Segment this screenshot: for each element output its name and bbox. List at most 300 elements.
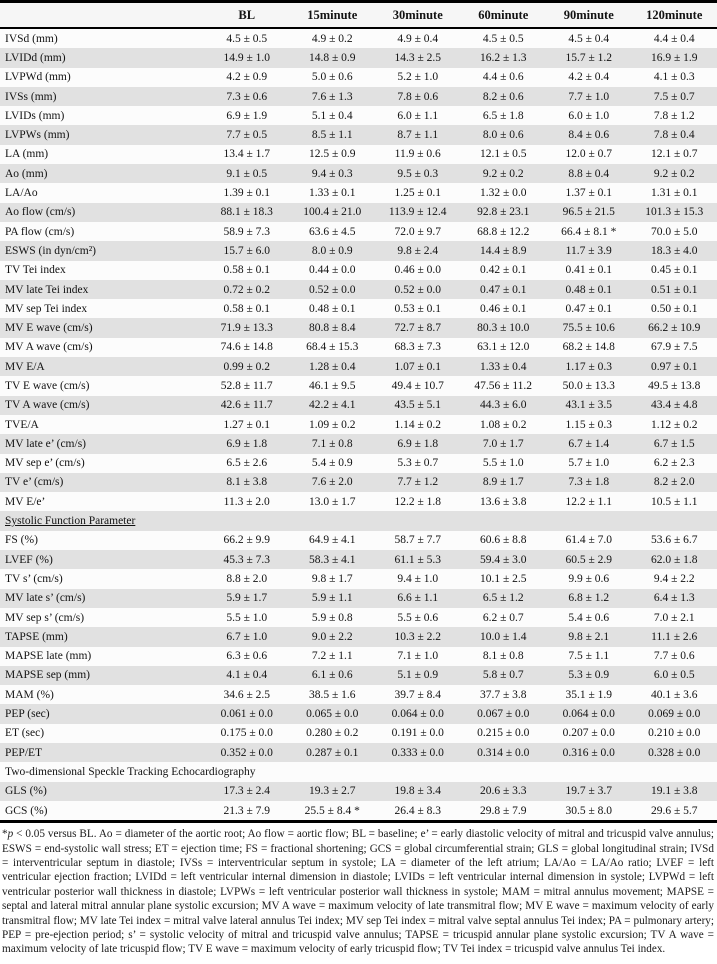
cell-value: 0.287 ± 0.1 <box>306 746 359 759</box>
cell-value: 1.37 ± 0.1 <box>565 187 613 200</box>
cell-value: 46.1 ± 9.5 <box>308 379 356 392</box>
cell-value: 49.4 ± 10.7 <box>391 379 444 392</box>
row-label: MV sep e’ (cm/s) <box>5 457 85 470</box>
cell-value: 9.9 ± 0.6 <box>568 572 610 585</box>
cell-value: 19.8 ± 3.4 <box>394 785 442 798</box>
column-header: 120minute <box>632 2 717 29</box>
row-label: PEP/ET <box>5 746 43 759</box>
table-footnote <box>0 823 717 957</box>
cell-value: 80.8 ± 8.4 <box>308 322 356 335</box>
cell-value: 4.2 ± 0.4 <box>568 71 610 84</box>
cell-value: 6.5 ± 2.6 <box>226 457 268 470</box>
row-label: TV e’ (cm/s) <box>5 476 64 489</box>
row-label: IVSd (mm) <box>5 32 58 45</box>
cell-value: 1.33 ± 0.1 <box>308 187 356 200</box>
row-label: MV late Tei index <box>5 283 89 296</box>
cell-value: 0.58 ± 0.1 <box>223 302 271 315</box>
cell-value: 19.7 ± 3.7 <box>565 785 613 798</box>
cell-value: 7.7 ± 1.0 <box>568 90 610 103</box>
cell-value: 8.1 ± 0.8 <box>482 650 524 663</box>
table-row <box>0 376 717 395</box>
cell-value: 8.1 ± 3.8 <box>226 476 268 489</box>
section-header <box>0 511 717 530</box>
table-row <box>0 299 717 318</box>
section-header-label: Two-dimensional Speckle Tracking Echocardiography <box>5 765 256 778</box>
cell-value: 9.1 ± 0.5 <box>226 167 268 180</box>
cell-value: 40.1 ± 3.6 <box>650 688 698 701</box>
table-row <box>0 531 717 550</box>
cell-value: 63.1 ± 12.0 <box>477 341 530 354</box>
cell-value: 13.6 ± 3.8 <box>479 495 527 508</box>
cell-value: 4.1 ± 0.4 <box>226 669 268 682</box>
row-label: MV sep Tei index <box>5 302 88 315</box>
cell-value: 7.5 ± 0.7 <box>653 90 695 103</box>
cell-value: 0.72 ± 0.2 <box>223 283 271 296</box>
table-row <box>0 48 717 67</box>
significance-star: * <box>2 828 8 841</box>
cell-value: 7.3 ± 1.8 <box>568 476 610 489</box>
section-header <box>0 762 717 781</box>
cell-value: 42.2 ± 4.1 <box>308 399 356 412</box>
cell-value: 12.2 ± 1.8 <box>394 495 442 508</box>
cell-value: 5.5 ± 1.0 <box>482 457 524 470</box>
cell-value: 5.9 ± 0.8 <box>311 611 353 624</box>
cell-value: 12.1 ± 0.5 <box>479 148 527 161</box>
cell-value: 5.9 ± 1.7 <box>226 592 268 605</box>
cell-value: 11.7 ± 3.9 <box>565 244 612 257</box>
cell-value: 7.1 ± 0.8 <box>311 437 353 450</box>
cell-value: 44.3 ± 6.0 <box>479 399 527 412</box>
cell-value: 1.15 ± 0.3 <box>565 418 613 431</box>
row-label: MV E/e’ <box>5 495 46 508</box>
cell-value: 7.6 ± 2.0 <box>311 476 353 489</box>
cell-value: 10.0 ± 1.4 <box>479 630 527 643</box>
cell-value: 58.7 ± 7.7 <box>394 534 442 547</box>
table-row <box>0 627 717 646</box>
cell-value: 49.5 ± 13.8 <box>648 379 701 392</box>
cell-value: 43.1 ± 3.5 <box>565 399 613 412</box>
table-row <box>0 434 717 453</box>
cell-value: 68.8 ± 12.2 <box>477 225 530 238</box>
row-label: ET (sec) <box>5 727 45 740</box>
column-header: 60minute <box>461 2 547 29</box>
column-header: 30minute <box>375 2 461 29</box>
cell-value: 14.8 ± 0.9 <box>308 51 356 64</box>
cell-value: 92.8 ± 23.1 <box>477 206 530 219</box>
cell-value: 9.8 ± 2.1 <box>568 630 610 643</box>
cell-value: 72.7 ± 8.7 <box>394 322 442 335</box>
cell-value: 71.9 ± 13.3 <box>220 322 273 335</box>
cell-value: 0.314 ± 0.0 <box>477 746 530 759</box>
row-label: TAPSE (mm) <box>5 630 68 643</box>
cell-value: 39.7 ± 8.4 <box>394 688 442 701</box>
cell-value: 1.39 ± 0.1 <box>223 187 271 200</box>
cell-value: 0.328 ± 0.0 <box>648 746 701 759</box>
cell-value: 0.316 ± 0.0 <box>562 746 615 759</box>
table-row <box>0 666 717 685</box>
cell-value: 8.2 ± 2.0 <box>653 476 695 489</box>
cell-value: 37.7 ± 3.8 <box>479 688 527 701</box>
cell-value: 30.5 ± 8.0 <box>546 801 632 822</box>
table-row <box>0 357 717 376</box>
table-row <box>0 280 717 299</box>
cell-value: 1.17 ± 0.3 <box>565 360 613 373</box>
cell-value: 61.4 ± 7.0 <box>565 534 613 547</box>
cell-value: 1.25 ± 0.1 <box>394 187 442 200</box>
table-row <box>0 782 717 801</box>
table-row <box>0 454 717 473</box>
table-row <box>0 589 717 608</box>
cell-value: 7.0 ± 1.7 <box>482 437 524 450</box>
row-label: MV A wave (cm/s) <box>5 341 93 354</box>
cell-value: 0.47 ± 0.1 <box>565 302 613 315</box>
cell-value: 5.1 ± 0.4 <box>311 109 353 122</box>
cell-value: 6.7 ± 1.5 <box>653 437 695 450</box>
cell-value: 0.52 ± 0.0 <box>308 283 356 296</box>
cell-value: 7.8 ± 0.6 <box>397 90 439 103</box>
cell-value: 6.0 ± 1.0 <box>568 109 610 122</box>
row-label: LA (mm) <box>5 148 49 161</box>
cell-value: 1.32 ± 0.0 <box>479 187 527 200</box>
cell-value: 6.6 ± 1.1 <box>397 592 439 605</box>
cell-value: 10.1 ± 2.5 <box>479 572 527 585</box>
cell-value: 4.2 ± 0.9 <box>226 71 268 84</box>
cell-value: 12.1 ± 0.7 <box>650 148 698 161</box>
cell-value: 6.1 ± 0.6 <box>311 669 353 682</box>
cell-value: 0.46 ± 0.1 <box>479 302 527 315</box>
cell-value: 15.7 ± 1.2 <box>565 51 613 64</box>
cell-value: 74.6 ± 14.8 <box>220 341 273 354</box>
cell-value: 75.5 ± 10.6 <box>562 322 615 335</box>
row-label: GLS (%) <box>5 785 47 798</box>
table-row <box>0 396 717 415</box>
table-row <box>0 473 717 492</box>
cell-value: 8.9 ± 1.7 <box>482 476 524 489</box>
cell-value: 6.2 ± 2.3 <box>653 457 695 470</box>
row-label: GCS (%) <box>0 801 204 822</box>
cell-value: 0.41 ± 0.1 <box>565 264 613 277</box>
cell-value: 6.9 ± 1.9 <box>226 109 268 122</box>
table-row <box>0 28 717 48</box>
table-row <box>0 222 717 241</box>
cell-value: 7.0 ± 2.1 <box>653 611 695 624</box>
cell-value: 101.3 ± 15.3 <box>645 206 704 219</box>
cell-value: 4.5 ± 0.5 <box>226 32 268 45</box>
cell-value: 96.5 ± 21.5 <box>562 206 615 219</box>
table-row <box>0 164 717 183</box>
cell-value: 60.5 ± 2.9 <box>565 553 613 566</box>
cell-value: 20.6 ± 3.3 <box>479 785 527 798</box>
table-row <box>0 125 717 144</box>
cell-value: 4.9 ± 0.2 <box>311 32 353 45</box>
table-row <box>0 743 717 762</box>
cell-value: 53.6 ± 6.7 <box>650 534 698 547</box>
cell-value: 13.0 ± 1.7 <box>308 495 356 508</box>
cell-value: 9.4 ± 2.2 <box>653 572 695 585</box>
cell-value: 0.48 ± 0.1 <box>565 283 613 296</box>
header-row <box>0 2 717 29</box>
cell-value: 0.175 ± 0.0 <box>220 727 273 740</box>
cell-value: 7.6 ± 1.3 <box>311 90 353 103</box>
cell-value: 52.8 ± 11.7 <box>220 379 273 392</box>
cell-value: 4.4 ± 0.4 <box>653 32 695 45</box>
cell-value: 68.2 ± 14.8 <box>562 341 615 354</box>
cell-value: 14.4 ± 8.9 <box>479 244 527 257</box>
cell-value: 9.2 ± 0.2 <box>482 167 524 180</box>
table-row <box>0 68 717 87</box>
cell-value: 9.5 ± 0.3 <box>397 167 439 180</box>
cell-value: 7.8 ± 0.4 <box>653 129 695 142</box>
cell-value: 88.1 ± 18.3 <box>220 206 273 219</box>
column-header: BL <box>204 2 290 29</box>
row-label: MV late e’ (cm/s) <box>5 437 87 450</box>
cell-value: 7.2 ± 1.1 <box>311 650 353 663</box>
cell-value: 29.8 ± 7.9 <box>461 801 547 822</box>
cell-value: 6.7 ± 1.4 <box>568 437 610 450</box>
table-row <box>0 145 717 164</box>
table-row <box>0 724 717 743</box>
cell-value: 5.4 ± 0.9 <box>311 457 353 470</box>
row-label: MV E/A <box>5 360 45 373</box>
cell-value: 0.064 ± 0.0 <box>391 708 444 721</box>
row-label: TVE/A <box>5 418 39 431</box>
cell-value: 8.2 ± 0.6 <box>482 90 524 103</box>
column-header-empty <box>0 2 204 29</box>
cell-value: 10.5 ± 1.1 <box>650 495 698 508</box>
column-header: 15minute <box>290 2 376 29</box>
cell-value: 58.9 ± 7.3 <box>223 225 271 238</box>
cell-value: 12.2 ± 1.1 <box>565 495 613 508</box>
cell-value: 42.6 ± 11.7 <box>220 399 273 412</box>
row-label: LVPWd (mm) <box>5 71 71 84</box>
cell-value: 5.2 ± 1.0 <box>397 71 439 84</box>
cell-value: 13.4 ± 1.7 <box>223 148 271 161</box>
cell-value: 6.2 ± 0.7 <box>482 611 524 624</box>
cell-value: 68.3 ± 7.3 <box>394 341 442 354</box>
cell-value: 9.8 ± 1.7 <box>311 572 353 585</box>
cell-value: 19.1 ± 3.8 <box>650 785 698 798</box>
cell-value: 14.9 ± 1.0 <box>223 51 271 64</box>
cell-value: 21.3 ± 7.9 <box>204 801 290 822</box>
table-row <box>0 203 717 222</box>
cell-value: 0.333 ± 0.0 <box>391 746 444 759</box>
cell-value: 9.2 ± 0.2 <box>653 167 695 180</box>
table-row <box>0 801 717 822</box>
cell-value: 1.33 ± 0.4 <box>479 360 527 373</box>
cell-value: 72.0 ± 9.7 <box>394 225 442 238</box>
cell-value: 1.08 ± 0.2 <box>479 418 527 431</box>
cell-value: 16.9 ± 1.9 <box>650 51 698 64</box>
cell-value: 59.4 ± 3.0 <box>479 553 527 566</box>
cell-value: 12.0 ± 0.7 <box>565 148 613 161</box>
cell-value: 5.4 ± 0.6 <box>568 611 610 624</box>
cell-value: 67.9 ± 7.5 <box>650 341 698 354</box>
cell-value: 8.4 ± 0.6 <box>568 129 610 142</box>
table-row <box>0 415 717 434</box>
cell-value: 6.0 ± 1.1 <box>397 109 439 122</box>
cell-value: 8.8 ± 2.0 <box>226 572 268 585</box>
cell-value: 1.31 ± 0.1 <box>650 187 698 200</box>
cell-value: 0.53 ± 0.1 <box>394 302 442 315</box>
cell-value: 5.8 ± 0.7 <box>482 669 524 682</box>
p-value-symbol: p <box>7 828 14 841</box>
cell-value: 18.3 ± 4.0 <box>650 244 698 257</box>
table-body <box>0 28 717 822</box>
cell-value: 5.1 ± 0.9 <box>397 669 439 682</box>
cell-value: 4.5 ± 0.4 <box>568 32 610 45</box>
table-row <box>0 241 717 260</box>
table-row <box>0 608 717 627</box>
footnote-abbreviations: < 0.05 versus BL. Ao = diameter of the aortic root; Ao flow = aortic flow; BL = baseline; e’ = early diastolic velocity of mitral and tricuspid valve annulus; ESWS = end-systolic wall stress; ET = ejection time; FS = fractional shortening; GCS = global circumferential strain; GLS = global longitudinal strain; IVSd = interventricular septum in diastole; IVSs = interventricular septum in systole; LA = diameter of the left atrium; LA/Ao = LA/Ao ratio; LVEF = left ventricular ejection fraction; LVIDd = left ventricular internal dimension in diastole; LVIDs = left ventricular internal dimension in systole; LVPWd = left ventricular posterior wall thickness in diastole; LVPWs = left ventricular posterior wall thickness in systole; MAM = mitral annulus movement; MAPSE = septal and lateral mitral annular plane systolic excursion; MV A wave = maximum velocity of late transmitral flow; MV E wave = maximum velocity of early transmitral flow; MV late Tei index = mitral valve lateral annulus Tei index; MV sep Tei index = mitral valve septal annulus Tei index; PA = pulmonary artery; PEP = pre-ejection period; s’ = systolic velocity of mitral and tricuspid valve annulus; TAPSE = tricuspid annular plane systolic excursion; TV A wave = maximum velocity of late tricuspid flow; TV E wave = maximum velocity of early tricuspid flow; TV Tei index = tricuspid valve annulus Tei index. <box>2 828 714 956</box>
cell-value: 4.4 ± 0.6 <box>482 71 524 84</box>
cell-value: 4.1 ± 0.3 <box>653 71 695 84</box>
row-label: LVIDd (mm) <box>5 51 66 64</box>
row-label: Ao flow (cm/s) <box>5 206 76 219</box>
table-row <box>0 106 717 125</box>
row-label: TV s’ (cm/s) <box>5 572 63 585</box>
cell-value: 5.0 ± 0.6 <box>311 71 353 84</box>
cell-value: 47.56 ± 11.2 <box>474 379 533 392</box>
cell-value: 7.1 ± 1.0 <box>397 650 439 663</box>
cell-value: 0.352 ± 0.0 <box>220 746 273 759</box>
table-row <box>0 550 717 569</box>
cell-value: 0.52 ± 0.0 <box>394 283 442 296</box>
cell-value: 50.0 ± 13.3 <box>562 379 615 392</box>
cell-value: 5.5 ± 0.6 <box>397 611 439 624</box>
cell-value: 5.3 ± 0.7 <box>397 457 439 470</box>
table-row <box>0 183 717 202</box>
cell-value: 11.1 ± 2.6 <box>651 630 698 643</box>
row-label: PEP (sec) <box>5 708 50 721</box>
cell-value: 66.4 ± 8.1 * <box>561 225 617 238</box>
cell-value: 66.2 ± 10.9 <box>648 322 701 335</box>
row-label: Ao (mm) <box>5 167 48 180</box>
cell-value: 0.207 ± 0.0 <box>562 727 615 740</box>
cell-value: 12.5 ± 0.9 <box>308 148 356 161</box>
cell-value: 0.97 ± 0.1 <box>650 360 698 373</box>
cell-value: 100.4 ± 21.0 <box>303 206 362 219</box>
cell-value: 1.07 ± 0.1 <box>394 360 442 373</box>
cell-value: 70.0 ± 5.0 <box>650 225 698 238</box>
row-label: LVPWs (mm) <box>5 129 70 142</box>
table-row <box>0 318 717 337</box>
cell-value: 113.9 ± 12.4 <box>388 206 447 219</box>
cell-value: 6.9 ± 1.8 <box>226 437 268 450</box>
row-label: MAM (%) <box>5 688 54 701</box>
cell-value: 7.3 ± 0.6 <box>226 90 268 103</box>
cell-value: 0.215 ± 0.0 <box>477 727 530 740</box>
cell-value: 1.09 ± 0.2 <box>308 418 356 431</box>
cell-value: 68.4 ± 15.3 <box>306 341 359 354</box>
cell-value: 11.3 ± 2.0 <box>223 495 270 508</box>
cell-value: 43.5 ± 5.1 <box>394 399 442 412</box>
cell-value: 29.6 ± 5.7 <box>632 801 717 822</box>
cell-value: 58.3 ± 4.1 <box>308 553 356 566</box>
cell-value: 0.44 ± 0.0 <box>308 264 356 277</box>
cell-value: 8.0 ± 0.6 <box>482 129 524 142</box>
row-label: LVEF (%) <box>5 553 53 566</box>
cell-value: 7.8 ± 1.2 <box>653 109 695 122</box>
cell-value: 60.6 ± 8.8 <box>479 534 527 547</box>
cell-value: 0.061 ± 0.0 <box>220 708 273 721</box>
cell-value: 0.99 ± 0.2 <box>223 360 271 373</box>
cell-value: 8.7 ± 1.1 <box>397 129 439 142</box>
cell-value: 9.0 ± 2.2 <box>311 630 353 643</box>
cell-value: 8.0 ± 0.9 <box>311 244 353 257</box>
cell-value: 6.0 ± 0.5 <box>653 669 695 682</box>
cell-value: 15.7 ± 6.0 <box>223 244 271 257</box>
cell-value: 0.45 ± 0.1 <box>650 264 698 277</box>
row-label: IVSs (mm) <box>5 90 57 103</box>
table-row <box>0 87 717 106</box>
row-label: MV E wave (cm/s) <box>5 322 93 335</box>
cell-value: 5.3 ± 0.9 <box>568 669 610 682</box>
cell-value: 1.28 ± 0.4 <box>308 360 356 373</box>
cell-value: 35.1 ± 1.9 <box>565 688 613 701</box>
cell-value: 0.42 ± 0.1 <box>479 264 527 277</box>
cell-value: 6.5 ± 1.8 <box>482 109 524 122</box>
section-row <box>0 511 717 530</box>
cell-value: 7.5 ± 1.1 <box>568 650 610 663</box>
cell-value: 5.9 ± 1.1 <box>311 592 353 605</box>
cell-value: 9.4 ± 0.3 <box>311 167 353 180</box>
table-row <box>0 338 717 357</box>
cell-value: 9.8 ± 2.4 <box>397 244 439 257</box>
row-label: TV Tei index <box>5 264 66 277</box>
cell-value: 66.2 ± 9.9 <box>223 534 271 547</box>
cell-value: 5.5 ± 1.0 <box>226 611 268 624</box>
cell-value: 16.2 ± 1.3 <box>479 51 527 64</box>
cell-value: 0.067 ± 0.0 <box>477 708 530 721</box>
table-row <box>0 685 717 704</box>
cell-value: 0.51 ± 0.1 <box>650 283 698 296</box>
cell-value: 64.9 ± 4.1 <box>308 534 356 547</box>
table-row <box>0 704 717 723</box>
cell-value: 25.5 ± 8.4 * <box>290 801 376 822</box>
cell-value: 6.8 ± 1.2 <box>568 592 610 605</box>
table-row <box>0 492 717 511</box>
cell-value: 1.27 ± 0.1 <box>223 418 271 431</box>
cell-value: 17.3 ± 2.4 <box>223 785 271 798</box>
cell-value: 0.47 ± 0.1 <box>479 283 527 296</box>
row-label: LA/Ao <box>5 187 38 200</box>
cell-value: 0.065 ± 0.0 <box>306 708 359 721</box>
row-label: TV A wave (cm/s) <box>5 399 90 412</box>
table-row <box>0 647 717 666</box>
row-label: MV sep s’ (cm/s) <box>5 611 85 624</box>
cell-value: 8.5 ± 1.1 <box>311 129 353 142</box>
cell-value: 0.069 ± 0.0 <box>648 708 701 721</box>
cell-value: 62.0 ± 1.8 <box>650 553 698 566</box>
cell-value: 0.210 ± 0.0 <box>648 727 701 740</box>
cell-value: 0.191 ± 0.0 <box>391 727 444 740</box>
cell-value: 0.064 ± 0.0 <box>562 708 615 721</box>
row-label: MAPSE late (mm) <box>5 650 92 663</box>
row-label: LVIDs (mm) <box>5 109 65 122</box>
cell-value: 19.3 ± 2.7 <box>308 785 356 798</box>
cell-value: 10.3 ± 2.2 <box>394 630 442 643</box>
section-header-label: Systolic Function Parameter <box>5 515 136 528</box>
section-row <box>0 762 717 781</box>
cell-value: 6.3 ± 0.6 <box>226 650 268 663</box>
cell-value: 38.5 ± 1.6 <box>308 688 356 701</box>
row-label: MV late s’ (cm/s) <box>5 592 86 605</box>
cell-value: 0.50 ± 0.1 <box>650 302 698 315</box>
cell-value: 0.280 ± 0.2 <box>306 727 359 740</box>
cell-value: 8.8 ± 0.4 <box>568 167 610 180</box>
row-label: ESWS (in dyn/cm²) <box>5 244 96 257</box>
cell-value: 6.7 ± 1.0 <box>226 630 268 643</box>
